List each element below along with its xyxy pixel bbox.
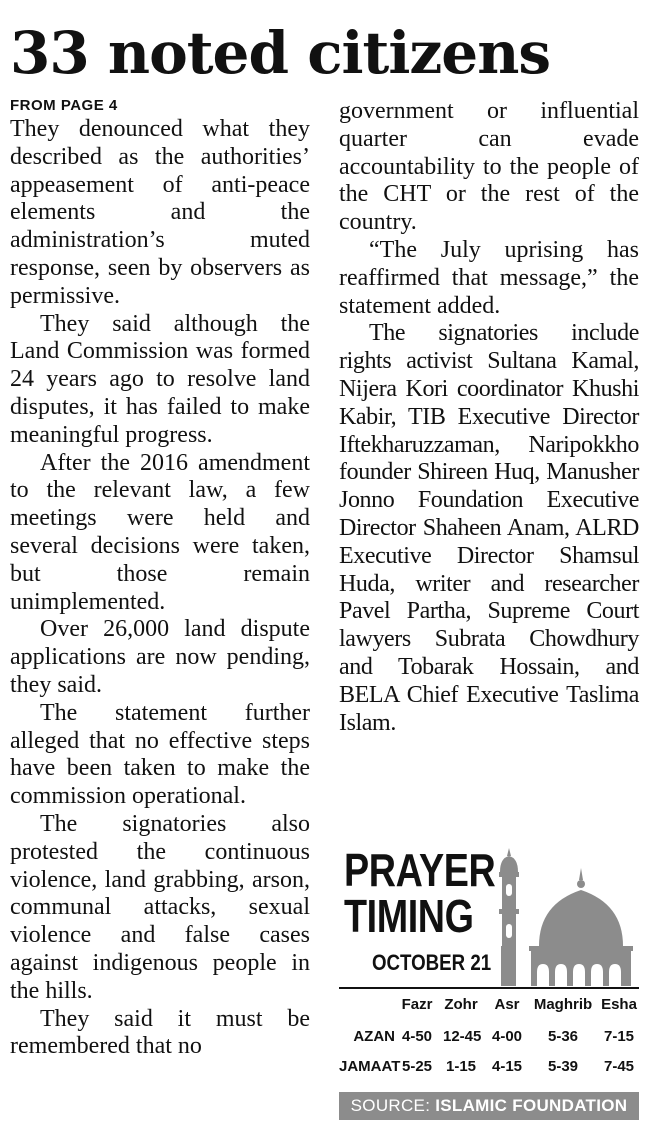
jamaat-maghrib: 5-39 <box>547 1058 579 1075</box>
azan-zohr: 12-45 <box>443 1028 482 1045</box>
azan-fazr: 4-50 <box>401 1028 433 1045</box>
prayer-timing-box <box>339 846 639 1126</box>
prayer-title-line2: TIMING <box>344 890 474 942</box>
paragraph: The signatories include rights activist Sultana Kamal, Nijera Kori coordinator Khushi Kabir, TIB Executive Director Iftekharuzzaman, Naripokkho founder Shireen Huq, Manusher Jonno Foundation Executive Director Shaheen Anam, ALRD Executive Director Shamsul Huda, writer and researcher Pavel Partha, Supreme Court lawyers Subrata Chowdhury and Tobarak Hossain, and BELA Chief Executive Taslima Islam. <box>339 320 639 736</box>
paragraph: They said although the Land Commission was formed 24 years ago to resolve land disputes, it has failed to make meaningful progress. <box>10 310 310 448</box>
paragraph: The statement further alleged that no effective steps have been taken to make the commission operational. <box>10 699 310 810</box>
jamaat-zohr: 1-15 <box>445 1058 477 1075</box>
article-column-left <box>10 96 310 1061</box>
paragraph: Over 26,000 land dispute applications are now pending, they said. <box>10 616 310 698</box>
jamaat-fazr: 5-25 <box>401 1058 433 1075</box>
azan-maghrib: 5-36 <box>547 1028 579 1045</box>
paragraph: They denounced what they described as the authorities’ appeasement of anti-peace elements and the administration’s muted response, seen by observers as permissive. <box>10 116 310 309</box>
azan-asr: 4-00 <box>491 1028 523 1045</box>
prayer-header-row <box>339 996 639 1018</box>
paragraph: The signatories also protested the continuous violence, land grabbing, arson, communal attacks, sexual violence and false cases against indigenous people in the hills. <box>10 810 310 1004</box>
prayer-date: OCTOBER 21 <box>372 950 492 975</box>
paragraph: They said it must be remembered that no <box>10 1005 310 1060</box>
paragraph: After the 2016 amendment to the relevant law, a few meetings were held and several decisions were taken, but those remain unimplemented. <box>10 449 310 615</box>
jamaat-esha: 7-45 <box>603 1058 635 1075</box>
header-fazr: Fazr <box>401 996 433 1013</box>
jamaat-asr: 4-15 <box>491 1058 523 1075</box>
article-column-right <box>339 98 639 737</box>
headline: 33 noted citizens <box>10 19 551 87</box>
divider <box>339 987 639 989</box>
azan-esha: 7-15 <box>603 1028 635 1045</box>
azan-row <box>339 1028 639 1050</box>
paragraph: “The July uprising has reaffirmed that message,” the statement added. <box>339 236 639 319</box>
jamaat-row <box>339 1058 639 1080</box>
paragraph: government or influential quarter can evade accountability to the people of the CHT or the rest of the country. <box>339 98 639 236</box>
azan-label: AZAN <box>353 1028 395 1045</box>
source-bar <box>339 1092 639 1120</box>
header-zohr: Zohr <box>444 996 478 1013</box>
header-esha: Esha <box>601 996 637 1013</box>
prayer-title-line1: PRAYER <box>344 844 496 896</box>
header-maghrib: Maghrib <box>533 996 593 1013</box>
source-name: ISLAMIC FOUNDATION <box>435 1096 628 1115</box>
jamaat-label: JAMAAT <box>339 1058 401 1075</box>
source-label: SOURCE: <box>350 1096 431 1115</box>
header-asr: Asr <box>494 996 520 1013</box>
mosque-icon <box>499 846 639 986</box>
jump-line: FROM PAGE 4 <box>10 97 118 114</box>
